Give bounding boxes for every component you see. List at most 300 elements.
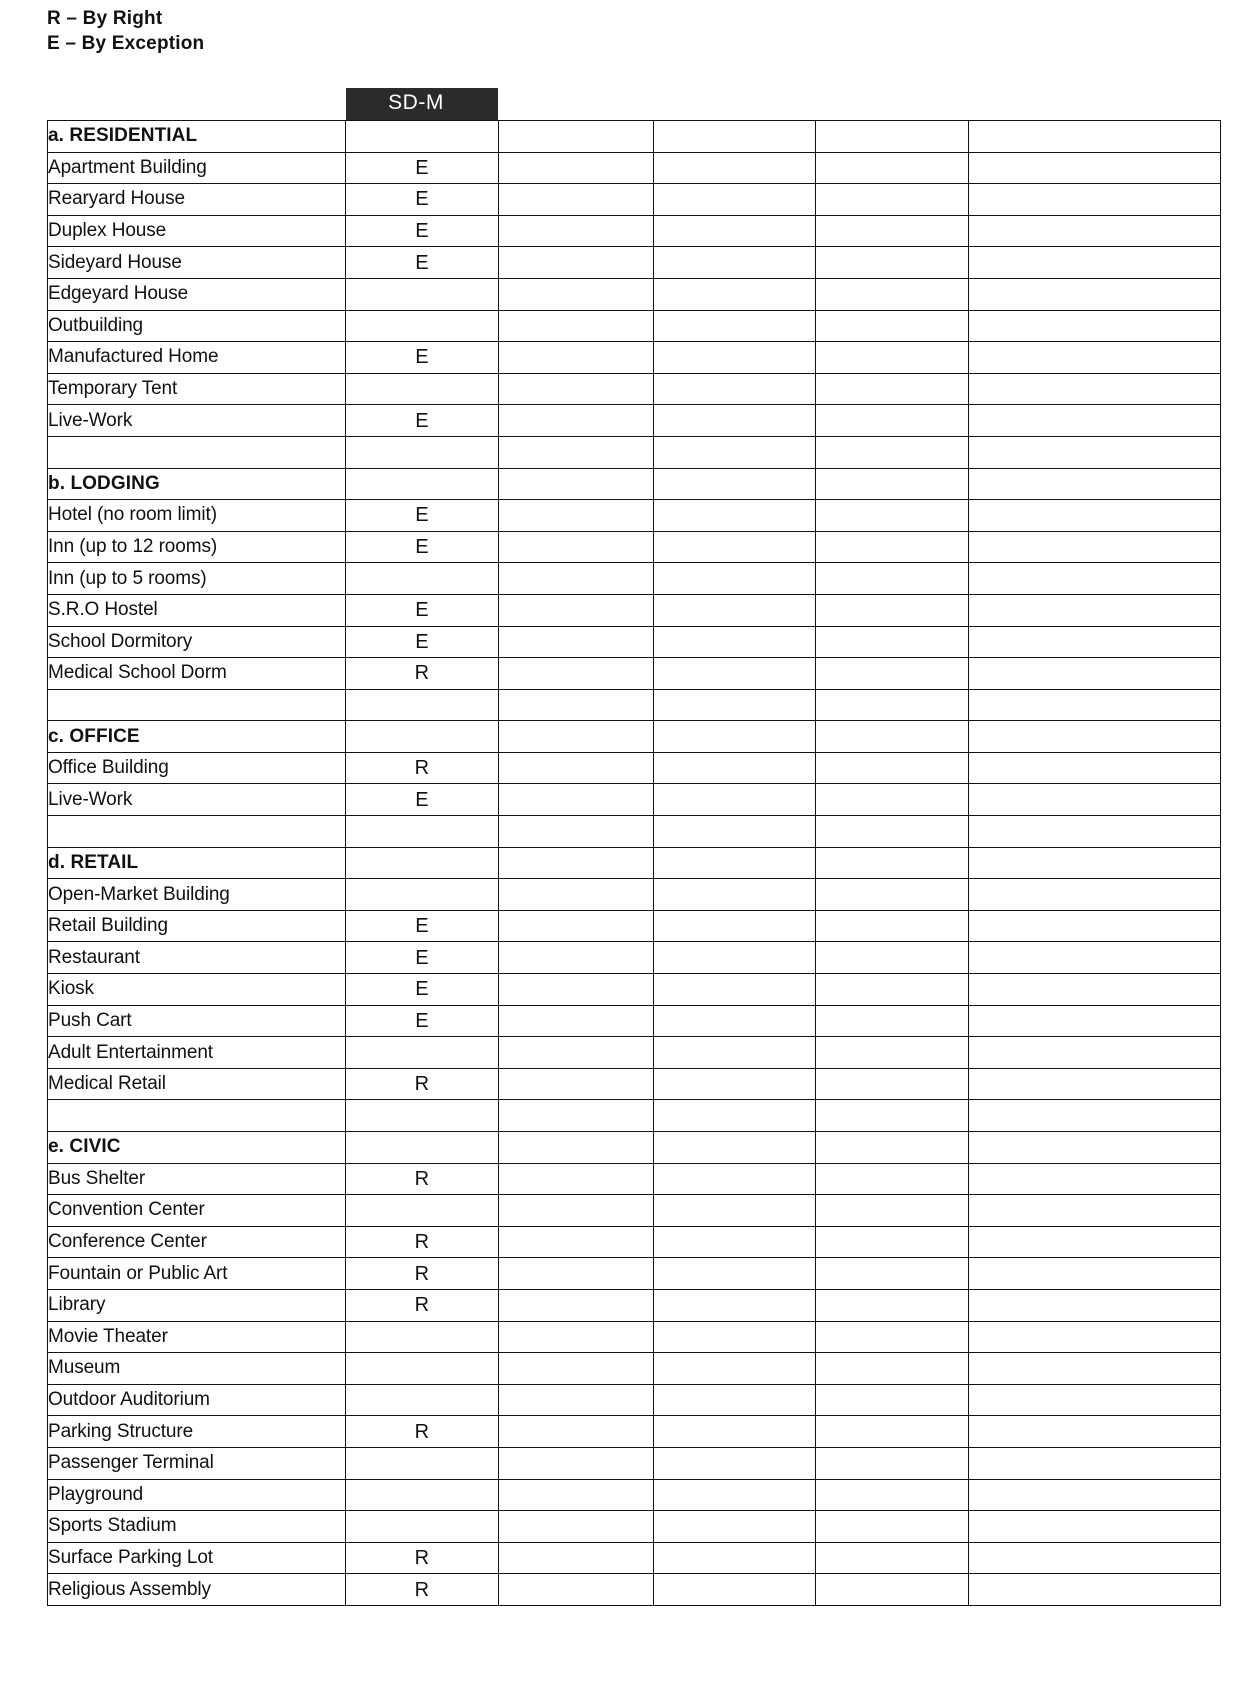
permission-cell-sdm: R [346, 752, 499, 784]
permission-cell-empty [969, 310, 1221, 342]
use-name-cell: Medical Retail [48, 1068, 346, 1100]
permission-cell-empty [654, 121, 816, 153]
permission-cell-sdm: E [346, 942, 499, 974]
permission-cell-empty [969, 121, 1221, 153]
use-name-cell: Playground [48, 1479, 346, 1511]
permission-cell-empty [816, 1132, 969, 1164]
use-name-cell: Open-Market Building [48, 879, 346, 911]
table-row [48, 910, 1221, 942]
permission-cell-sdm: R [346, 1258, 499, 1290]
permission-cell-empty [816, 247, 969, 279]
permission-cell-empty [969, 1226, 1221, 1258]
permission-cell-empty [499, 1100, 654, 1132]
section-heading-cell: a. RESIDENTIAL [48, 121, 346, 153]
permission-cell-empty [654, 278, 816, 310]
permission-cell-empty [499, 1005, 654, 1037]
matrix-spacer-row [48, 1100, 1221, 1132]
table-row [48, 752, 1221, 784]
use-name-cell: Parking Structure [48, 1416, 346, 1448]
permission-cell-sdm: E [346, 342, 499, 374]
use-name-cell: Edgeyard House [48, 278, 346, 310]
permission-cell-sdm [346, 563, 499, 595]
permission-cell-sdm: E [346, 405, 499, 437]
table-row [48, 468, 1221, 500]
permission-cell-empty [816, 1384, 969, 1416]
permission-cell-sdm [346, 278, 499, 310]
permission-cell-sdm: E [346, 215, 499, 247]
permission-cell-empty [969, 626, 1221, 658]
permission-cell-empty [499, 152, 654, 184]
permission-cell-empty [499, 247, 654, 279]
spacer-cell [48, 1100, 346, 1132]
permission-cell-empty [654, 626, 816, 658]
use-name-cell: Apartment Building [48, 152, 346, 184]
permission-cell-empty [654, 1195, 816, 1227]
permission-cell-sdm: E [346, 974, 499, 1006]
table-row [48, 1068, 1221, 1100]
permission-cell-sdm: E [346, 500, 499, 532]
permission-cell-empty [816, 1037, 969, 1069]
permission-cell-empty [969, 531, 1221, 563]
table-row [48, 784, 1221, 816]
permission-cell-sdm: E [346, 1005, 499, 1037]
permission-cell-empty [654, 563, 816, 595]
table-row [48, 1542, 1221, 1574]
table-row [48, 563, 1221, 595]
permission-cell-empty [969, 152, 1221, 184]
permission-cell-empty [969, 1100, 1221, 1132]
permission-cell-empty [969, 468, 1221, 500]
table-row [48, 278, 1221, 310]
permission-cell-sdm [346, 1132, 499, 1164]
permission-cell-sdm [346, 721, 499, 753]
use-name-cell: Adult Entertainment [48, 1037, 346, 1069]
permission-cell-empty [499, 1479, 654, 1511]
permission-cell-empty [816, 436, 969, 468]
permission-cell-empty [969, 1258, 1221, 1290]
permission-cell-empty [499, 689, 654, 721]
permission-cell-empty [654, 310, 816, 342]
permission-cell-empty [654, 594, 816, 626]
permission-cell-empty [816, 942, 969, 974]
permission-cell-empty [816, 1068, 969, 1100]
permission-cell-sdm: E [346, 247, 499, 279]
permission-cell-sdm: E [346, 594, 499, 626]
use-name-cell: Push Cart [48, 1005, 346, 1037]
use-name-cell: School Dormitory [48, 626, 346, 658]
permission-cell-empty [499, 721, 654, 753]
permission-cell-empty [499, 847, 654, 879]
column-header-sdm [346, 88, 498, 121]
permission-cell-empty [969, 215, 1221, 247]
use-name-cell: Passenger Terminal [48, 1447, 346, 1479]
permission-cell-empty [499, 215, 654, 247]
permission-cell-sdm: R [346, 1574, 499, 1606]
permission-cell-sdm [346, 1384, 499, 1416]
permission-cell-sdm [346, 1479, 499, 1511]
section-heading-cell: b. LODGING [48, 468, 346, 500]
permission-cell-empty [969, 847, 1221, 879]
permission-cell-empty [654, 974, 816, 1006]
permission-cell-empty [499, 942, 654, 974]
permission-cell-empty [499, 1384, 654, 1416]
permission-cell-empty [654, 1100, 816, 1132]
permission-cell-empty [816, 121, 969, 153]
permission-cell-empty [816, 342, 969, 374]
table-row [48, 121, 1221, 153]
permission-cell-empty [969, 1479, 1221, 1511]
permission-cell-sdm [346, 1100, 499, 1132]
permission-cell-empty [816, 1258, 969, 1290]
permission-cell-empty [499, 1542, 654, 1574]
permission-cell-empty [654, 1542, 816, 1574]
permission-cell-empty [969, 1353, 1221, 1385]
permission-cell-empty [969, 658, 1221, 690]
permission-cell-empty [654, 1005, 816, 1037]
section-heading-cell: e. CIVIC [48, 1132, 346, 1164]
permission-cell-empty [499, 1289, 654, 1321]
permission-cell-sdm [346, 468, 499, 500]
permission-cell-sdm: E [346, 910, 499, 942]
permission-cell-empty [816, 1447, 969, 1479]
permission-cell-empty [654, 436, 816, 468]
column-header-sdm-label: SD-M [388, 91, 444, 114]
permission-cell-empty [969, 1321, 1221, 1353]
permission-cell-empty [654, 468, 816, 500]
spacer-cell [48, 689, 346, 721]
permission-cell-empty [816, 784, 969, 816]
permission-cell-empty [499, 278, 654, 310]
table-row [48, 974, 1221, 1006]
permission-cell-empty [499, 1037, 654, 1069]
matrix-body [48, 121, 1221, 1606]
building-function-matrix [47, 120, 1221, 1606]
permission-cell-empty [969, 784, 1221, 816]
permission-cell-empty [499, 1163, 654, 1195]
use-name-cell: S.R.O Hostel [48, 594, 346, 626]
permission-cell-empty [499, 468, 654, 500]
permission-cell-empty [969, 436, 1221, 468]
permission-cell-empty [816, 1005, 969, 1037]
permission-cell-empty [499, 310, 654, 342]
permission-cell-empty [499, 974, 654, 1006]
table-row [48, 373, 1221, 405]
permission-cell-empty [816, 1542, 969, 1574]
table-row [48, 1132, 1221, 1164]
permission-cell-empty [654, 1289, 816, 1321]
use-name-cell: Library [48, 1289, 346, 1321]
table-row [48, 1447, 1221, 1479]
permission-cell-sdm: R [346, 1163, 499, 1195]
permission-cell-empty [969, 689, 1221, 721]
permission-cell-empty [499, 1132, 654, 1164]
permission-cell-empty [969, 1005, 1221, 1037]
permission-cell-empty [816, 215, 969, 247]
table-row [48, 215, 1221, 247]
matrix-spacer-row [48, 816, 1221, 848]
permission-cell-empty [654, 152, 816, 184]
table-row [48, 310, 1221, 342]
permission-cell-empty [816, 1479, 969, 1511]
permission-cell-sdm: E [346, 531, 499, 563]
table-row [48, 847, 1221, 879]
permission-cell-sdm: E [346, 152, 499, 184]
table-row [48, 626, 1221, 658]
table-row [48, 1258, 1221, 1290]
permission-cell-empty [969, 1037, 1221, 1069]
permission-cell-empty [654, 1574, 816, 1606]
permission-cell-empty [499, 816, 654, 848]
permission-cell-empty [654, 215, 816, 247]
permission-cell-empty [969, 721, 1221, 753]
permission-cell-empty [816, 1226, 969, 1258]
permission-cell-empty [499, 1068, 654, 1100]
permission-cell-empty [654, 1037, 816, 1069]
permission-cell-empty [969, 1195, 1221, 1227]
permission-cell-empty [654, 879, 816, 911]
use-name-cell: Temporary Tent [48, 373, 346, 405]
permission-cell-empty [499, 373, 654, 405]
table-row [48, 658, 1221, 690]
permission-cell-empty [499, 1195, 654, 1227]
permission-cell-empty [969, 1511, 1221, 1543]
spacer-cell [48, 436, 346, 468]
permission-cell-empty [969, 1574, 1221, 1606]
permission-cell-empty [816, 594, 969, 626]
permission-cell-empty [816, 626, 969, 658]
table-row [48, 942, 1221, 974]
use-name-cell: Rearyard House [48, 184, 346, 216]
permission-cell-empty [969, 910, 1221, 942]
permission-cell-sdm: E [346, 784, 499, 816]
permission-cell-empty [654, 784, 816, 816]
permission-cell-empty [816, 152, 969, 184]
use-name-cell: Fountain or Public Art [48, 1258, 346, 1290]
permission-cell-empty [654, 1479, 816, 1511]
use-name-cell: Medical School Dorm [48, 658, 346, 690]
permission-cell-empty [816, 373, 969, 405]
permission-cell-sdm [346, 1037, 499, 1069]
permission-cell-empty [969, 405, 1221, 437]
permission-cell-empty [969, 247, 1221, 279]
use-name-cell: Live-Work [48, 405, 346, 437]
table-row [48, 1195, 1221, 1227]
legend-line-by-right: R – By Right [47, 8, 163, 29]
permission-cell-empty [816, 658, 969, 690]
permission-cell-sdm [346, 436, 499, 468]
permission-cell-empty [816, 1511, 969, 1543]
permission-cell-empty [499, 563, 654, 595]
permission-cell-sdm [346, 1195, 499, 1227]
permission-cell-sdm [346, 1447, 499, 1479]
permission-cell-sdm [346, 879, 499, 911]
permission-cell-empty [969, 278, 1221, 310]
table-row [48, 152, 1221, 184]
permission-cell-empty [969, 184, 1221, 216]
use-name-cell: Outbuilding [48, 310, 346, 342]
permission-cell-empty [969, 942, 1221, 974]
use-name-cell: Kiosk [48, 974, 346, 1006]
permission-cell-empty [654, 1321, 816, 1353]
permission-cell-empty [969, 816, 1221, 848]
permission-cell-sdm [346, 1321, 499, 1353]
permission-cell-empty [499, 500, 654, 532]
permission-cell-empty [654, 184, 816, 216]
permission-cell-empty [654, 689, 816, 721]
table-row [48, 500, 1221, 532]
permission-cell-empty [499, 879, 654, 911]
table-row [48, 1353, 1221, 1385]
use-name-cell: Surface Parking Lot [48, 1542, 346, 1574]
permission-cell-empty [816, 405, 969, 437]
permission-cell-sdm: E [346, 184, 499, 216]
permission-cell-empty [816, 1416, 969, 1448]
use-name-cell: Museum [48, 1353, 346, 1385]
permission-cell-empty [499, 1353, 654, 1385]
permission-cell-sdm: R [346, 1289, 499, 1321]
table-row [48, 247, 1221, 279]
use-name-cell: Convention Center [48, 1195, 346, 1227]
section-heading-cell: c. OFFICE [48, 721, 346, 753]
permission-cell-empty [499, 1511, 654, 1543]
table-row [48, 1037, 1221, 1069]
permission-cell-empty [654, 1226, 816, 1258]
table-row [48, 594, 1221, 626]
permission-cell-empty [654, 910, 816, 942]
permission-cell-empty [969, 1068, 1221, 1100]
permission-cell-empty [816, 721, 969, 753]
use-name-cell: Sports Stadium [48, 1511, 346, 1543]
permission-cell-empty [499, 910, 654, 942]
permission-cell-empty [969, 752, 1221, 784]
legend-line-by-exception: E – By Exception [47, 33, 205, 54]
permission-cell-empty [499, 784, 654, 816]
permission-cell-empty [969, 373, 1221, 405]
permission-cell-empty [816, 310, 969, 342]
permission-cell-sdm: R [346, 1068, 499, 1100]
table-row [48, 1005, 1221, 1037]
permission-cell-empty [499, 1226, 654, 1258]
permission-cell-empty [816, 879, 969, 911]
permission-cell-empty [499, 531, 654, 563]
permission-cell-sdm [346, 847, 499, 879]
matrix-spacer-row [48, 689, 1221, 721]
permission-cell-empty [969, 1447, 1221, 1479]
use-name-cell: Movie Theater [48, 1321, 346, 1353]
permission-cell-empty [654, 1384, 816, 1416]
use-name-cell: Hotel (no room limit) [48, 500, 346, 532]
table-row [48, 342, 1221, 374]
permission-cell-empty [654, 721, 816, 753]
permission-cell-empty [499, 1574, 654, 1606]
table-row [48, 721, 1221, 753]
permission-cell-empty [816, 910, 969, 942]
use-name-cell: Live-Work [48, 784, 346, 816]
spacer-cell [48, 816, 346, 848]
permission-cell-empty [816, 847, 969, 879]
permission-cell-sdm [346, 373, 499, 405]
permission-cell-empty [499, 752, 654, 784]
permission-cell-empty [816, 468, 969, 500]
permission-cell-empty [499, 594, 654, 626]
permission-cell-sdm: R [346, 1542, 499, 1574]
permission-cell-empty [816, 1163, 969, 1195]
permission-cell-empty [816, 1100, 969, 1132]
permission-cell-empty [499, 1258, 654, 1290]
section-heading-cell: d. RETAIL [48, 847, 346, 879]
permission-cell-sdm: E [346, 626, 499, 658]
use-name-cell: Manufactured Home [48, 342, 346, 374]
permission-cell-empty [816, 689, 969, 721]
permission-cell-empty [969, 974, 1221, 1006]
table-row [48, 531, 1221, 563]
permission-cell-empty [654, 500, 816, 532]
permission-cell-empty [816, 974, 969, 1006]
permission-cell-empty [654, 816, 816, 848]
table-row [48, 1384, 1221, 1416]
matrix-spacer-row [48, 436, 1221, 468]
table-row [48, 1226, 1221, 1258]
use-name-cell: Conference Center [48, 1226, 346, 1258]
permission-cell-empty [654, 1258, 816, 1290]
permission-cell-empty [654, 1163, 816, 1195]
permission-cell-empty [816, 1321, 969, 1353]
permission-cell-empty [969, 342, 1221, 374]
permission-cell-empty [499, 436, 654, 468]
permission-cell-empty [654, 942, 816, 974]
use-name-cell: Duplex House [48, 215, 346, 247]
permission-cell-empty [499, 405, 654, 437]
use-name-cell: Sideyard House [48, 247, 346, 279]
permission-cell-empty [969, 1384, 1221, 1416]
permission-cell-empty [816, 752, 969, 784]
permission-cell-empty [499, 658, 654, 690]
table-row [48, 1163, 1221, 1195]
table-row [48, 1416, 1221, 1448]
permission-cell-empty [816, 1574, 969, 1606]
permission-cell-empty [816, 1353, 969, 1385]
permission-cell-empty [969, 563, 1221, 595]
permission-cell-empty [816, 500, 969, 532]
permission-cell-empty [654, 847, 816, 879]
use-name-cell: Religious Assembly [48, 1574, 346, 1606]
permission-cell-empty [499, 626, 654, 658]
table-row [48, 1574, 1221, 1606]
permission-cell-empty [654, 1068, 816, 1100]
permission-cell-empty [816, 816, 969, 848]
permission-cell-empty [654, 405, 816, 437]
permission-cell-empty [969, 879, 1221, 911]
permission-cell-empty [816, 278, 969, 310]
permission-cell-empty [654, 531, 816, 563]
use-name-cell: Outdoor Auditorium [48, 1384, 346, 1416]
permission-cell-empty [969, 1163, 1221, 1195]
permission-cell-empty [654, 342, 816, 374]
permission-cell-empty [816, 531, 969, 563]
table-row [48, 1289, 1221, 1321]
permission-cell-empty [654, 752, 816, 784]
table-row [48, 1511, 1221, 1543]
permission-cell-empty [499, 1321, 654, 1353]
permission-cell-sdm: R [346, 1226, 499, 1258]
permission-cell-empty [969, 1542, 1221, 1574]
permission-cell-empty [654, 658, 816, 690]
table-row [48, 1321, 1221, 1353]
use-name-cell: Retail Building [48, 910, 346, 942]
permission-cell-empty [654, 1353, 816, 1385]
permission-cell-sdm: R [346, 658, 499, 690]
permission-cell-empty [969, 1289, 1221, 1321]
